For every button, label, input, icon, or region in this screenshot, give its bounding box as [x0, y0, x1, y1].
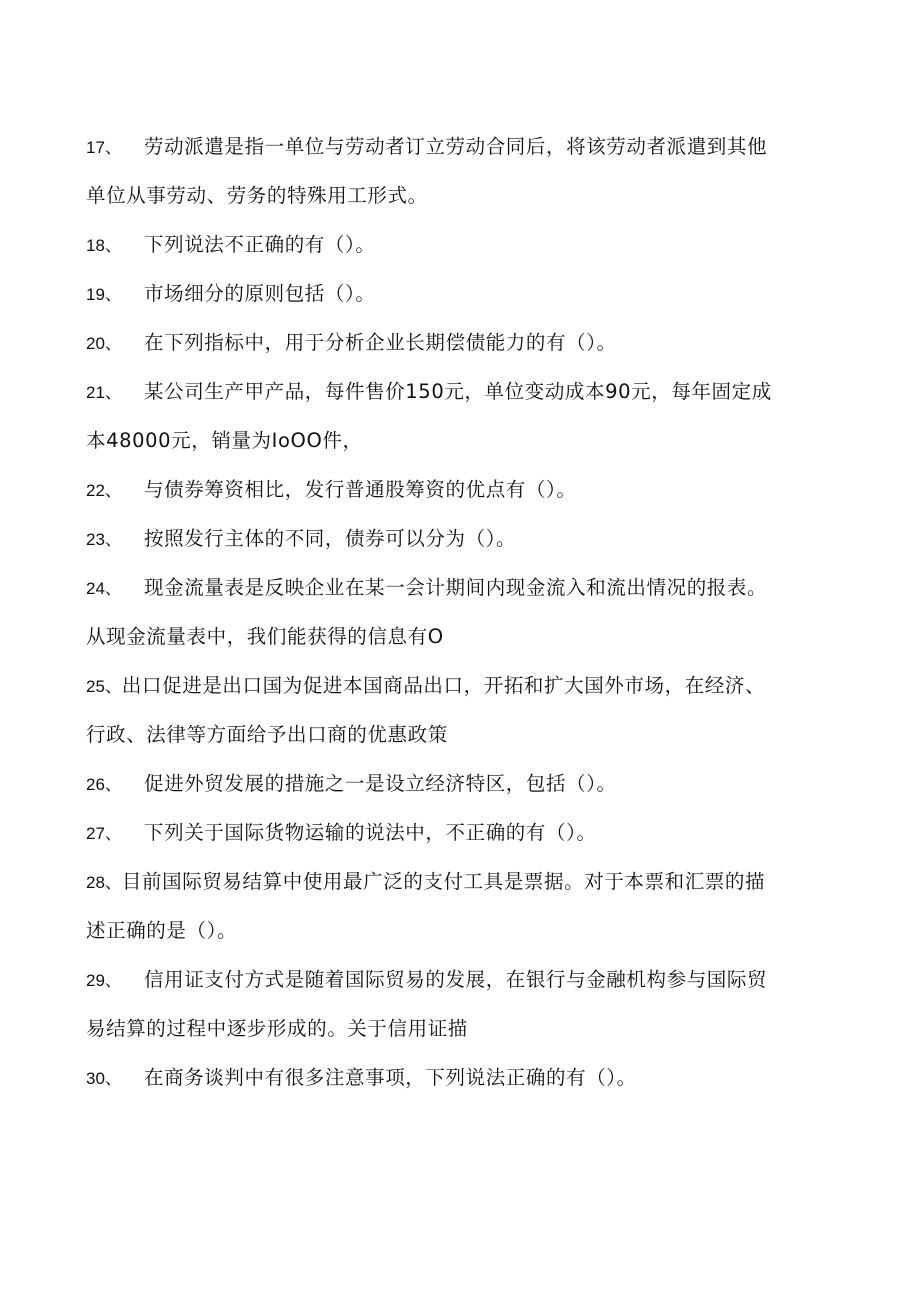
question-text: 下列关于国际货物运输的说法中，不正确的有（）。 — [144, 821, 597, 844]
question-text: 与债券筹资相比，发行普通股筹资的优点有（）。 — [144, 478, 577, 501]
question-17-line-1 — [86, 132, 846, 162]
question-number: 27、 — [86, 824, 122, 843]
question-28-line-2 — [86, 916, 846, 946]
question-number: 30、 — [86, 1069, 122, 1088]
question-24-line-1 — [86, 573, 846, 603]
question-18-line-1 — [86, 230, 846, 260]
question-text: 从现金流量表中，我们能获得的信息有O — [86, 625, 444, 648]
question-number: 25、 — [86, 677, 122, 696]
question-number: 22、 — [86, 481, 122, 500]
question-text: 下列说法不正确的有（）。 — [144, 233, 376, 256]
question-number: 20、 — [86, 334, 122, 353]
question-text: 单位从事劳动、劳务的特殊用工形式。 — [86, 184, 428, 207]
question-text: 按照发行主体的不同，债券可以分为（）。 — [144, 527, 517, 550]
question-25-line-2 — [86, 720, 846, 750]
question-27-line-1 — [86, 818, 846, 848]
question-text: 现金流量表是反映企业在某一会计期间内现金流入和流出情况的报表。 — [144, 576, 768, 599]
question-number: 26、 — [86, 775, 122, 794]
question-text: 易结算的过程中逐步形成的。关于信用证描 — [86, 1017, 468, 1040]
question-26-line-1 — [86, 769, 846, 799]
question-text: 述正确的是（）。 — [86, 919, 238, 942]
question-text: 在商务谈判中有很多注意事项，下列说法正确的有（）。 — [144, 1066, 637, 1089]
question-21-line-2 — [86, 426, 846, 456]
question-19-line-1 — [86, 279, 846, 309]
question-text: 劳动派遣是指一单位与劳动者订立劳动合同后，将该劳动者派遣到其他 — [144, 135, 768, 158]
question-text: 信用证支付方式是随着国际贸易的发展，在银行与金融机构参与国际贸 — [144, 968, 768, 991]
question-text: 在下列指标中，用于分析企业长期偿债能力的有（）。 — [144, 331, 617, 354]
question-text: 出口促进是出口国为促进本国商品出口，开拓和扩大国外市场，在经济、 — [121, 674, 766, 697]
question-24-line-2 — [86, 622, 846, 652]
question-text: 行政、法律等方面给予出口商的优惠政策 — [86, 723, 448, 746]
question-30-line-1 — [86, 1063, 846, 1093]
question-number: 19、 — [86, 285, 122, 304]
question-number: 18、 — [86, 236, 122, 255]
question-17-line-2 — [86, 181, 846, 211]
question-number: 24、 — [86, 579, 122, 598]
question-number: 29、 — [86, 971, 122, 990]
question-23-line-1 — [86, 524, 846, 554]
question-text: 本48000元，销量为IoOO件， — [86, 429, 363, 452]
question-28-line-1 — [86, 867, 846, 897]
question-25-line-1 — [86, 671, 846, 701]
question-22-line-1 — [86, 475, 846, 505]
question-number: 21、 — [86, 383, 122, 402]
question-text: 目前国际贸易结算中使用最广泛的支付工具是票据。对于本票和汇票的描 — [121, 870, 766, 893]
question-number: 23、 — [86, 530, 122, 549]
question-29-line-1 — [86, 965, 846, 995]
question-29-line-2 — [86, 1014, 846, 1044]
question-number: 17、 — [86, 138, 122, 157]
question-text: 促进外贸发展的措施之一是设立经济特区，包括（）。 — [144, 772, 617, 795]
question-20-line-1 — [86, 328, 846, 358]
question-text: 市场细分的原则包括（）。 — [144, 282, 376, 305]
question-text: 某公司生产甲产品，每件售价150元，单位变动成本90元，每年固定成 — [144, 380, 772, 403]
question-21-line-1 — [86, 377, 846, 407]
question-number: 28、 — [86, 873, 122, 892]
